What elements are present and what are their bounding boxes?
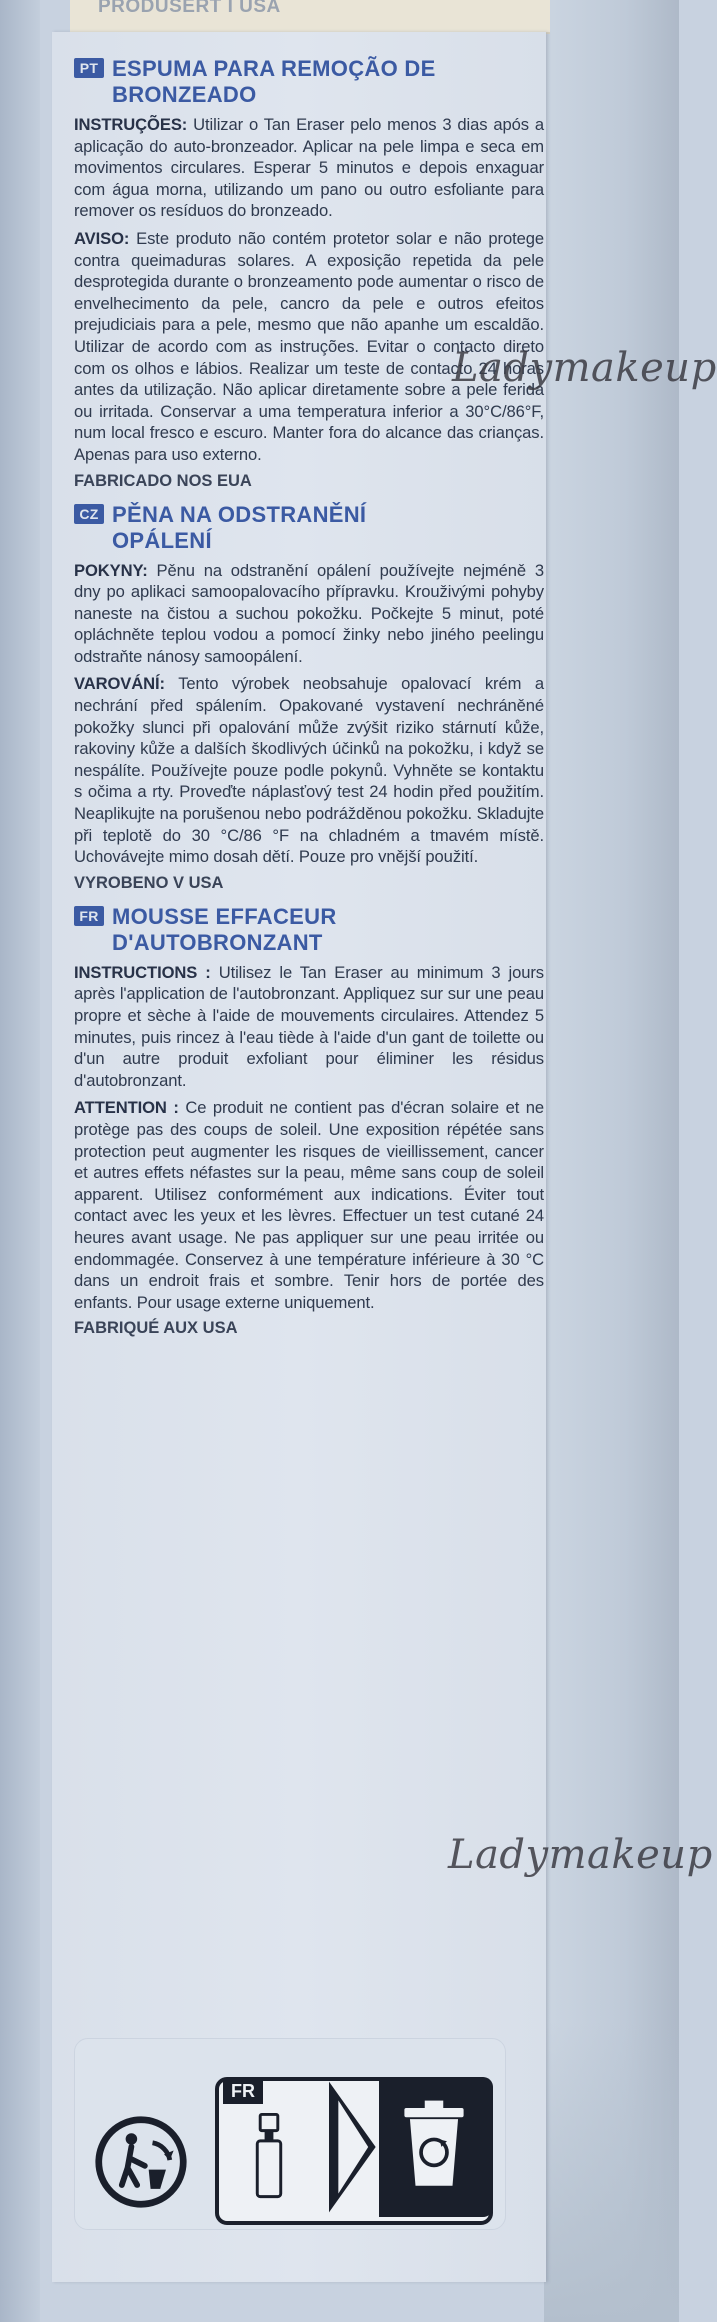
- warning-text: Este produto não contém protetor solar e não protege contra queimaduras solares. A exposição repetida da pele desprotegida durante o bronzeamento pode aumentar o risco de envelhecimento da pele, cancro da pele e outros efeitos prejudiciais para a pele, mesmo que não apanhe um escaldão. Utilizar de acordo com as instruções. Evitar o contacto direto com os olhos e lábios. Realizar um teste de contacto 24 horas antes da utilização. Não aplicar diretamente sobre a pele ferida ou irritada. Conservar a uma temperatura inferior a 30°C/86°F, num local fresco e escuro. Manter fora do alcance das crianças. Apenas para uso externo.: [74, 228, 544, 464]
- title-line-2: OPÁLENÍ: [112, 527, 212, 553]
- instructions-label: INSTRUÇÕES:: [74, 115, 188, 134]
- made-in-text: VYROBENO V USA: [74, 873, 224, 892]
- made-in-text: FABRIQUÉ AUX USA: [74, 1319, 238, 1338]
- warning-paragraph: [74, 673, 544, 867]
- instructions-text: Pěnu na odstranění opálení používejte nejméně 3 dny po aplikaci samoopalovacího přípravku. Krouživými pohyby naneste na čistou a suchou pokožku. Počkejte 5 minut, poté opláchněte teplou vodou a pomocí žinky nebo jiného peelingu odstraňte nánosy samoopálení.: [74, 560, 544, 666]
- warning-paragraph: [74, 1097, 544, 1313]
- recycle-person-icon: [93, 2114, 189, 2210]
- warning-label: VAROVÁNÍ:: [74, 674, 165, 694]
- section-fr: [74, 904, 544, 1340]
- instructions-label: INSTRUCTIONS :: [74, 962, 211, 982]
- arrow-icon: [329, 2077, 385, 2217]
- warning-label: ATTENTION :: [74, 1098, 179, 1118]
- section-title: [74, 56, 544, 108]
- lang-tag-fr: FR: [74, 906, 104, 926]
- warning-text: Tento výrobek neobsahuje opalovací krém a nechrání před spálením. Opakované vystavení nechráněné pokožky slunci při opalování může zvýšit riziko stárnutí kůže, rakoviny kůže a dalších škodlivých účinků na pokožku, i když se nespálíte. Používejte pouze podle pokynů. Vyhněte se kontaktu s očima a rty. Proveďte náplasťový test 24 hodin před použitím. Neaplikujte na porušenou nebo podrážděnou pokožku. Skladujte při teplotě do 30 °C/86 °F na chladném a tmavém místě. Uchovávejte mimo dosah dětí. Pouze pro vnější použití.: [74, 674, 544, 867]
- warning-text: Ce produit ne contient pas d'écran solaire et ne protège pas des coups de soleil. Une exposition répétée sans protection peut augmenter les risques de vieillissement, cancer et autres effets néfastes sur la peau, même sans coup de soleil apparent. Utilisez conformément aux indications. Éviter tout contact avec les yeux et les lèvres. Effectuer un test cutané 24 heures avant usage. Ne pas appliquer sur une peau irritée ou endommagée. Conservez à une température inférieure à 30 °C dans un endroit frais et sombre. Tenir hors de portée des enfants. Pour usage externe uniquement.: [74, 1098, 544, 1312]
- title-line-2: BRONZEADO: [112, 82, 257, 107]
- instructions-paragraph: [74, 962, 544, 1092]
- country-tag: FR: [223, 2079, 263, 2104]
- instructions-text: Utilizar o Tan Eraser pelo menos 3 dias após a aplicação do auto-bronzeador. Aplicar na pele limpa e seca em movimentos circulares. Esperar 5 minutos e depois enxaguar com água morna, utilizando um pano ou outro esfoliante para remover os resíduos do bronzeado.: [74, 115, 544, 221]
- warning-label: AVISO:: [74, 228, 130, 248]
- instructions-label: POKYNY:: [74, 560, 148, 580]
- recycling-bin-icon: [397, 2095, 471, 2195]
- title-line-1: ESPUMA PARA REMOÇÃO DE: [112, 56, 436, 81]
- title-line-1: PĚNA NA ODSTRANĚNÍ: [112, 501, 367, 527]
- label-content: [74, 32, 544, 1339]
- recycling-symbols-panel: [74, 2038, 506, 2230]
- watermark-bottom: Ladymakeup: [448, 1832, 713, 1878]
- instructions-paragraph: [74, 114, 544, 222]
- lang-tag-cz: CZ: [74, 504, 104, 524]
- top-strip-text: PRODUSERT I USA: [98, 0, 281, 17]
- made-in-text: FABRICADO NOS EUA: [74, 471, 252, 490]
- watermark-top: Ladymakeup: [452, 345, 717, 391]
- bottle-shadow: [544, 2022, 679, 2322]
- section-title: [74, 904, 544, 956]
- bottle-left-edge: [0, 0, 40, 2322]
- lang-tag-pt: PT: [74, 58, 104, 78]
- instructions-text: Utilisez le Tan Eraser au minimum 3 jours après l'application de l'autobronzant. Appliquez sur sur une peau propre et sèche à l'aide de mouvements circulaires. Attendez 5 minutes, puis rincez à l'eau tiède à l'aide d'un gant de toilette ou d'un autre produit exfoliant pour éliminer les résidus d'autobronzant.: [74, 962, 544, 1090]
- instructions-paragraph: [74, 560, 544, 668]
- section-title: [74, 502, 544, 554]
- top-label-strip: [70, 0, 550, 34]
- section-pt: [74, 56, 544, 492]
- title-line-1: MOUSSE EFFACEUR: [112, 903, 337, 929]
- title-line-2: D'AUTOBRONZANT: [112, 929, 323, 955]
- section-cz: [74, 502, 544, 894]
- triman-info-box: [215, 2077, 493, 2225]
- bottle-icon: [247, 2107, 291, 2207]
